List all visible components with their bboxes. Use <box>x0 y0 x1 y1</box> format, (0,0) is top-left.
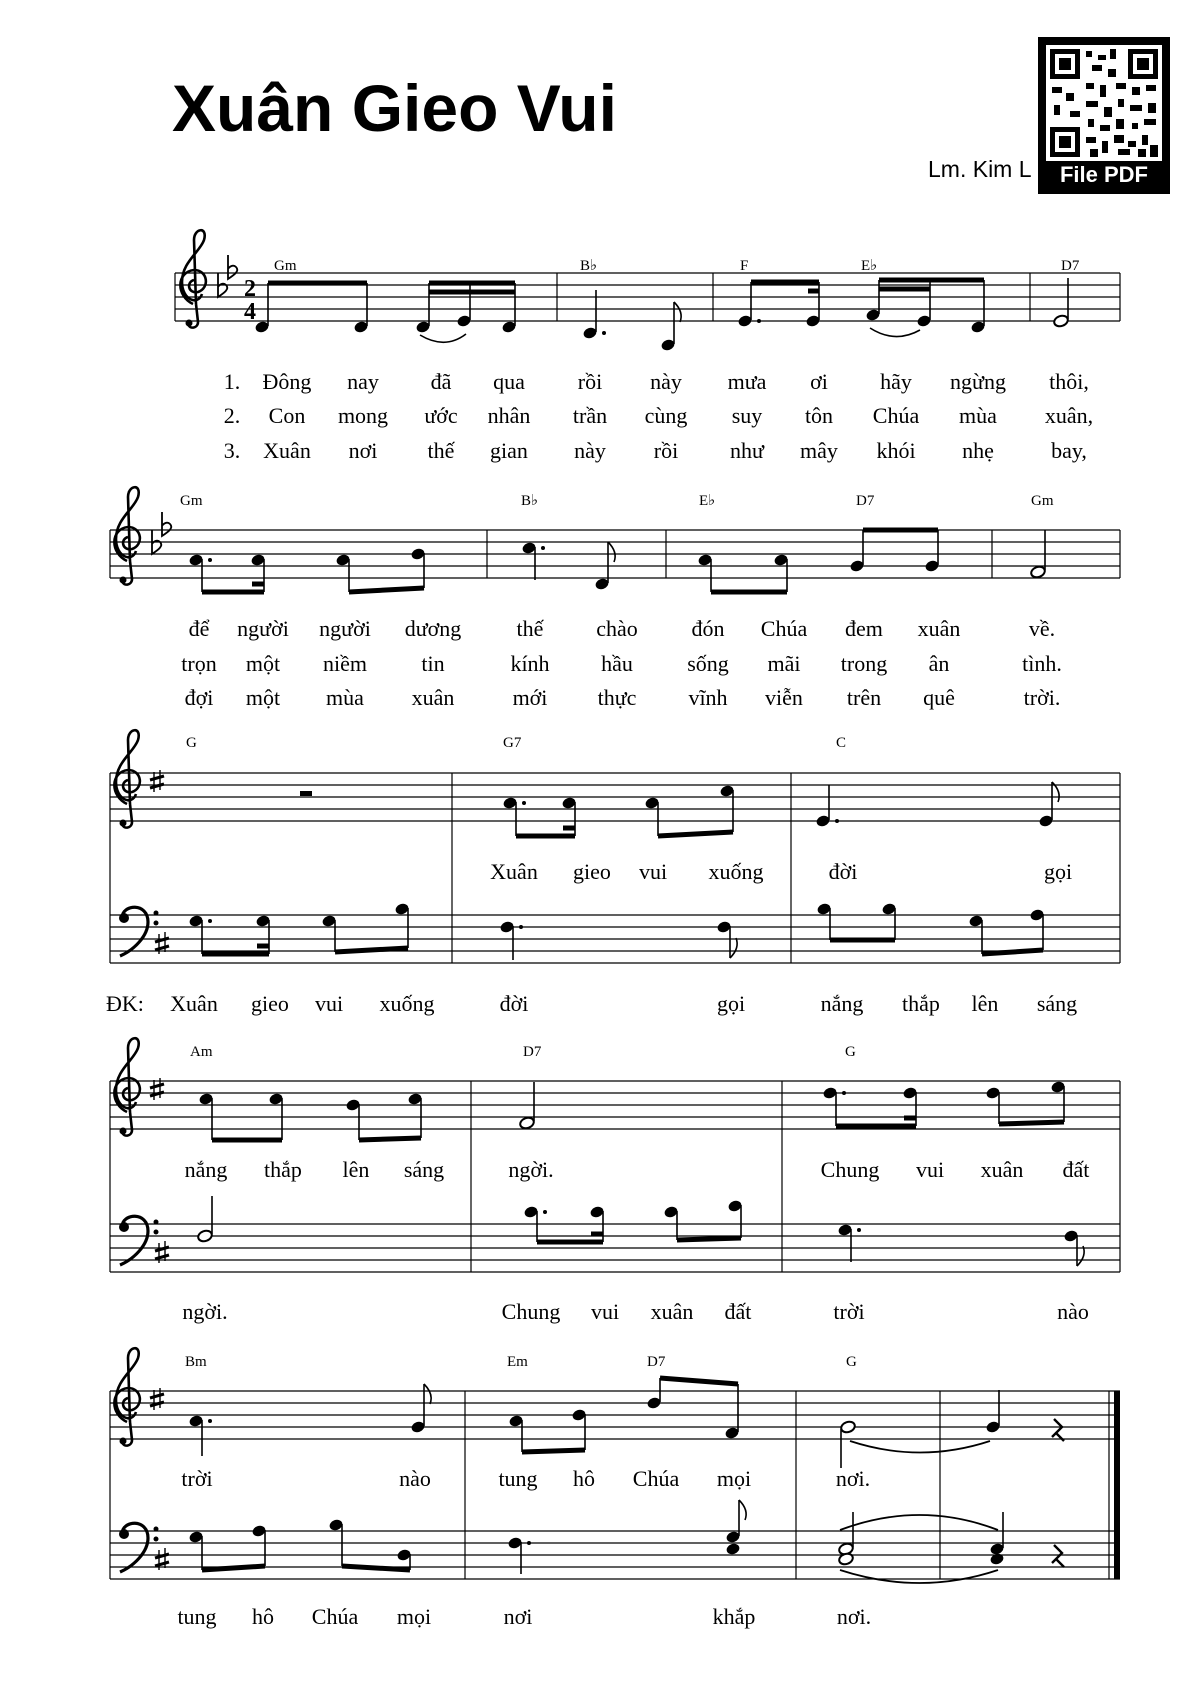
lyric-syllable: trọn <box>181 651 217 676</box>
treble-clef-icon <box>114 730 140 827</box>
chord-label: G <box>186 735 197 751</box>
lyric-syllable: gọi <box>1043 859 1073 884</box>
lyric-syllable: nhân <box>487 403 531 428</box>
lyric-syllable: trong <box>840 651 888 676</box>
lyric-syllable: gieo <box>573 859 611 884</box>
lyric-syllable: hãy <box>880 369 912 394</box>
lyric-syllable: để <box>188 616 210 641</box>
lyric-syllable: quê <box>923 685 955 710</box>
lyric-syllable: người <box>237 616 289 641</box>
lyric-syllable: Xuân <box>263 438 311 463</box>
lyric-syllable: suy <box>731 403 763 428</box>
chord-label: D7 <box>1061 258 1080 274</box>
refrain-lyrics-upper-5 <box>181 1466 870 1491</box>
lyric-syllable: xuân <box>411 685 455 710</box>
flat-icon <box>228 255 237 279</box>
lyric-syllable: thực <box>597 685 637 710</box>
lyric-syllable: vui <box>314 991 344 1016</box>
notes-system-5 <box>188 1378 1064 1583</box>
chord-label: G <box>846 1354 857 1370</box>
lyric-syllable: đất <box>724 1299 752 1324</box>
lyric-syllable: tung <box>498 1466 538 1491</box>
time-sig-top: 2 <box>244 276 256 302</box>
lyric-syllable: thắp <box>264 1157 302 1182</box>
lyric-syllable: nắng <box>820 991 864 1016</box>
lyric-syllable: hầu <box>601 651 633 676</box>
lyric-syllable: mùa <box>959 403 997 428</box>
chord-label: Am <box>190 1044 213 1060</box>
lyric-syllable: bay, <box>1051 438 1087 463</box>
refrain-lyrics-lower-3 <box>170 991 1077 1016</box>
lyric-syllable: mùa <box>326 685 364 710</box>
lyric-syllable: gọi <box>716 991 746 1016</box>
chord-label: Bm <box>185 1354 207 1370</box>
lyric-syllable: mây <box>800 438 838 463</box>
lyric-syllable: đón <box>691 616 725 641</box>
chord-label: E♭ <box>861 258 878 274</box>
lyric-syllable: mới <box>512 685 548 710</box>
chord-label: G7 <box>503 735 522 751</box>
lyric-syllable: kính <box>510 651 550 676</box>
chord-label: Gm <box>1031 493 1054 509</box>
notes-system-4 <box>197 1080 1084 1266</box>
system-2 <box>110 487 1120 710</box>
lyric-syllable: Chúa <box>311 1604 359 1629</box>
system-5 <box>110 1348 1120 1629</box>
system-1 <box>175 230 1120 463</box>
lyric-syllable: Chung <box>820 1157 880 1182</box>
treble-clef-icon <box>114 1348 140 1445</box>
lyric-syllable: đời <box>828 859 858 884</box>
refrain-lyrics-upper-4 <box>185 1157 1090 1182</box>
lyric-syllable: trần <box>572 403 608 428</box>
lyric-syllable: lên <box>342 1157 370 1182</box>
time-sig-bottom: 4 <box>244 299 256 325</box>
lyric-syllable: như <box>730 438 764 463</box>
lyric-syllable: nơi <box>503 1604 533 1629</box>
lyric-syllable: xuân, <box>1044 403 1094 428</box>
verse-lyrics-system-2 <box>181 616 1062 710</box>
lyric-syllable: nơi <box>348 438 378 463</box>
lyric-syllable: Chúa <box>872 403 920 428</box>
verse-lyrics-system-1 <box>224 369 1093 463</box>
lyric-syllable: nơi. <box>835 1466 871 1491</box>
chord-label: E♭ <box>699 493 716 509</box>
lyric-syllable: này <box>574 438 606 463</box>
composer-name: Lm. Kim L <box>928 156 1032 182</box>
lyric-syllable: khắp <box>712 1604 756 1629</box>
treble-clef-icon <box>114 487 140 584</box>
lyric-syllable: trời <box>181 1466 213 1491</box>
lyric-syllable: 2. <box>223 403 241 428</box>
refrain-lyrics-lower-5 <box>177 1604 871 1629</box>
chord-label: D7 <box>523 1044 542 1060</box>
lyric-syllable: ước <box>424 403 458 428</box>
refrain-lyrics-lower-4 <box>182 1299 1089 1324</box>
lyric-syllable: trên <box>846 685 882 710</box>
lyric-syllable: đời <box>499 991 529 1016</box>
chord-label: B♭ <box>521 493 539 509</box>
lyric-syllable: nhẹ <box>962 438 994 463</box>
lyric-syllable: hô <box>573 1466 595 1491</box>
lyric-syllable: hô <box>252 1604 274 1629</box>
treble-clef-icon <box>114 1038 140 1135</box>
chord-label: C <box>836 735 847 751</box>
lyric-syllable: vui <box>638 859 668 884</box>
lyric-syllable: mong <box>337 403 389 428</box>
lyric-syllable: vui <box>590 1299 620 1324</box>
lyric-syllable: ơi <box>810 369 828 394</box>
lyric-syllable: tin <box>421 651 445 676</box>
lyric-syllable: mưa <box>727 369 767 394</box>
lyric-syllable: đã <box>430 369 452 394</box>
lyric-syllable: xuân <box>980 1157 1024 1182</box>
lyric-syllable: Xuân <box>490 859 538 884</box>
lyric-syllable: mọi <box>396 1604 432 1629</box>
song-title: Xuân Gieo Vui <box>172 71 617 145</box>
chord-label: G <box>845 1044 856 1060</box>
file-pdf-label: File PDF <box>1059 162 1148 187</box>
chord-label: Gm <box>274 258 297 274</box>
lyric-syllable: 3. <box>223 438 241 463</box>
refrain-lyrics-upper-3 <box>490 859 1072 884</box>
lyric-syllable: nắng <box>184 1157 228 1182</box>
lyric-syllable: thắp <box>902 991 940 1016</box>
lyric-syllable: trời. <box>1023 685 1061 710</box>
lyric-syllable: về. <box>1028 616 1056 641</box>
lyric-syllable: đất <box>1062 1157 1090 1182</box>
lyric-syllable: khói <box>876 438 916 463</box>
flat-icon <box>162 512 171 536</box>
lyric-syllable: qua <box>493 369 525 394</box>
lyric-syllable: Đông <box>262 369 312 394</box>
treble-clef-icon <box>180 230 206 327</box>
lyric-syllable: tung <box>177 1604 217 1629</box>
lyric-syllable: này <box>650 369 682 394</box>
lyric-syllable: nay <box>347 369 379 394</box>
lyric-syllable: gian <box>490 438 528 463</box>
system-3 <box>106 730 1120 1016</box>
lyric-syllable: mãi <box>767 651 801 676</box>
lyric-syllable: nào <box>399 1466 431 1491</box>
lyric-syllable: vĩnh <box>688 685 728 710</box>
lyric-syllable: xuân <box>917 616 961 641</box>
lyric-syllable: một <box>245 685 281 710</box>
lyric-syllable: Chúa <box>632 1466 680 1491</box>
lyric-syllable: Xuân <box>170 991 218 1016</box>
lyric-syllable: gieo <box>251 991 289 1016</box>
notes-system-1 <box>254 278 1069 352</box>
lyric-syllable: 1. <box>223 369 241 394</box>
lyric-syllable: vui <box>915 1157 945 1182</box>
lyric-syllable: ngời. <box>182 1299 228 1324</box>
lyric-syllable: nào <box>1057 1299 1089 1324</box>
lyric-syllable: nơi. <box>836 1604 872 1629</box>
lyric-syllable: đợi <box>184 685 214 710</box>
lyric-syllable: xuống <box>379 991 435 1016</box>
lyric-syllable: dương <box>404 616 462 641</box>
chord-label: F <box>740 258 749 274</box>
lyric-syllable: Chúa <box>760 616 808 641</box>
chord-label: Gm <box>180 493 203 509</box>
lyric-syllable: rồi <box>653 438 679 463</box>
lyric-syllable: Con <box>268 403 306 428</box>
lyric-syllable: cùng <box>644 403 688 428</box>
lyric-syllable: niềm <box>323 651 367 676</box>
lyric-syllable: đem <box>845 616 883 641</box>
lyric-syllable: sáng <box>403 1157 445 1182</box>
lyric-syllable: thôi, <box>1049 369 1089 394</box>
lyric-syllable: xuống <box>708 859 764 884</box>
lyric-syllable: viễn <box>765 685 803 710</box>
lyric-syllable: sáng <box>1036 991 1078 1016</box>
lyric-syllable: xuân <box>650 1299 694 1324</box>
lyric-syllable: sống <box>687 651 729 676</box>
lyric-syllable: ân <box>928 651 950 676</box>
notes-system-2 <box>188 530 1046 592</box>
lyric-syllable: một <box>245 651 281 676</box>
lyric-syllable: mọi <box>716 1466 752 1491</box>
lyric-syllable: rồi <box>577 369 603 394</box>
lyric-syllable: tôn <box>804 403 834 428</box>
refrain-label: ĐK: <box>106 991 144 1016</box>
lyric-syllable: chào <box>596 616 638 641</box>
lyric-syllable: trời <box>833 1299 865 1324</box>
lyric-syllable: lên <box>971 991 999 1016</box>
chord-label: D7 <box>647 1354 666 1370</box>
lyric-syllable: ngừng <box>950 369 1006 394</box>
lyric-syllable: thế <box>516 616 544 641</box>
lyric-syllable: Chung <box>501 1299 561 1324</box>
chord-label: D7 <box>856 493 875 509</box>
chord-label: B♭ <box>580 258 598 274</box>
chord-label: Em <box>507 1354 528 1370</box>
lyric-syllable: thế <box>427 438 455 463</box>
system-4 <box>110 1038 1120 1324</box>
lyric-syllable: ngời. <box>508 1157 554 1182</box>
lyric-syllable: người <box>319 616 371 641</box>
lyric-syllable: tình. <box>1022 651 1062 676</box>
